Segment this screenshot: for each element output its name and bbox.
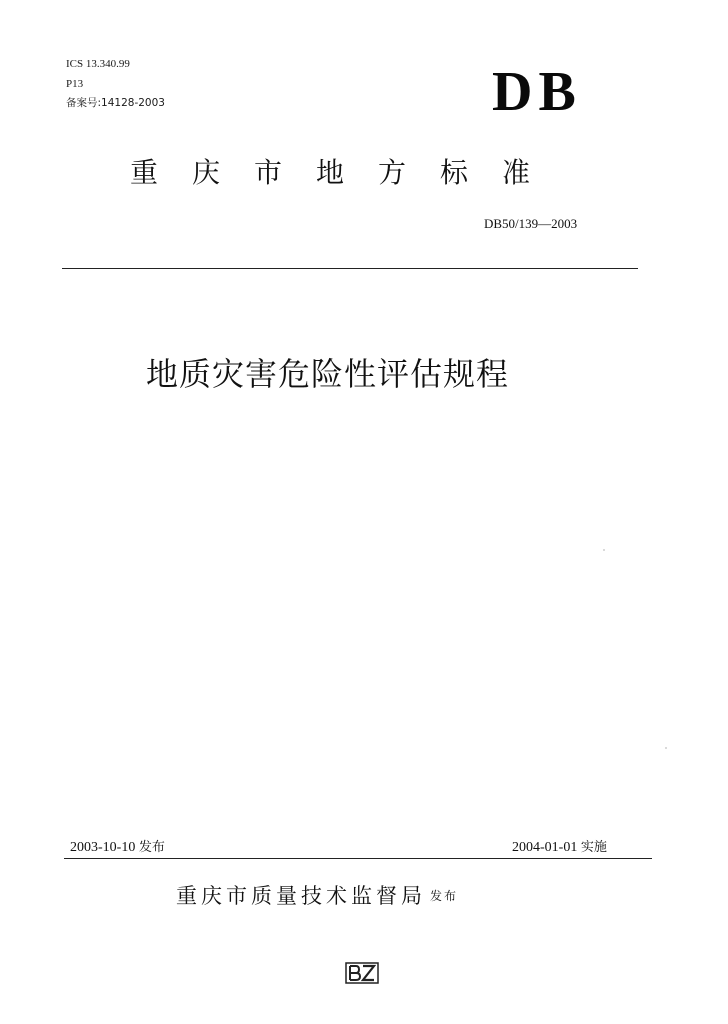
scan-speck [665,747,667,749]
scan-speck [603,549,605,551]
ics-code: ICS 13.340.99 [66,58,130,70]
implementation-date-line [512,839,607,857]
document-title: 地质灾害危险性评估规程 [146,355,510,393]
issue-label: 发布 [138,840,165,855]
standard-type-heading: 重庆市地方标准 [130,156,565,189]
implementation-label: 实施 [580,840,607,855]
implementation-date: 2004-01-01 [512,840,578,855]
bz-logo-icon [345,962,379,984]
ccs-code: P13 [66,78,84,90]
footer-divider [64,858,652,859]
issue-date-line [70,839,165,857]
standard-number: DB50/139—2003 [484,216,578,231]
header-divider [62,268,638,269]
db-mark: DB [492,61,582,123]
issue-date: 2003-10-10 [70,840,136,855]
issuer-suffix: 发布 [430,889,459,903]
filing-number: 备案号:14128-2003 [66,97,165,109]
issuer-line [176,882,458,910]
issuer-name: 重庆市质量技术监督局 [176,884,426,908]
